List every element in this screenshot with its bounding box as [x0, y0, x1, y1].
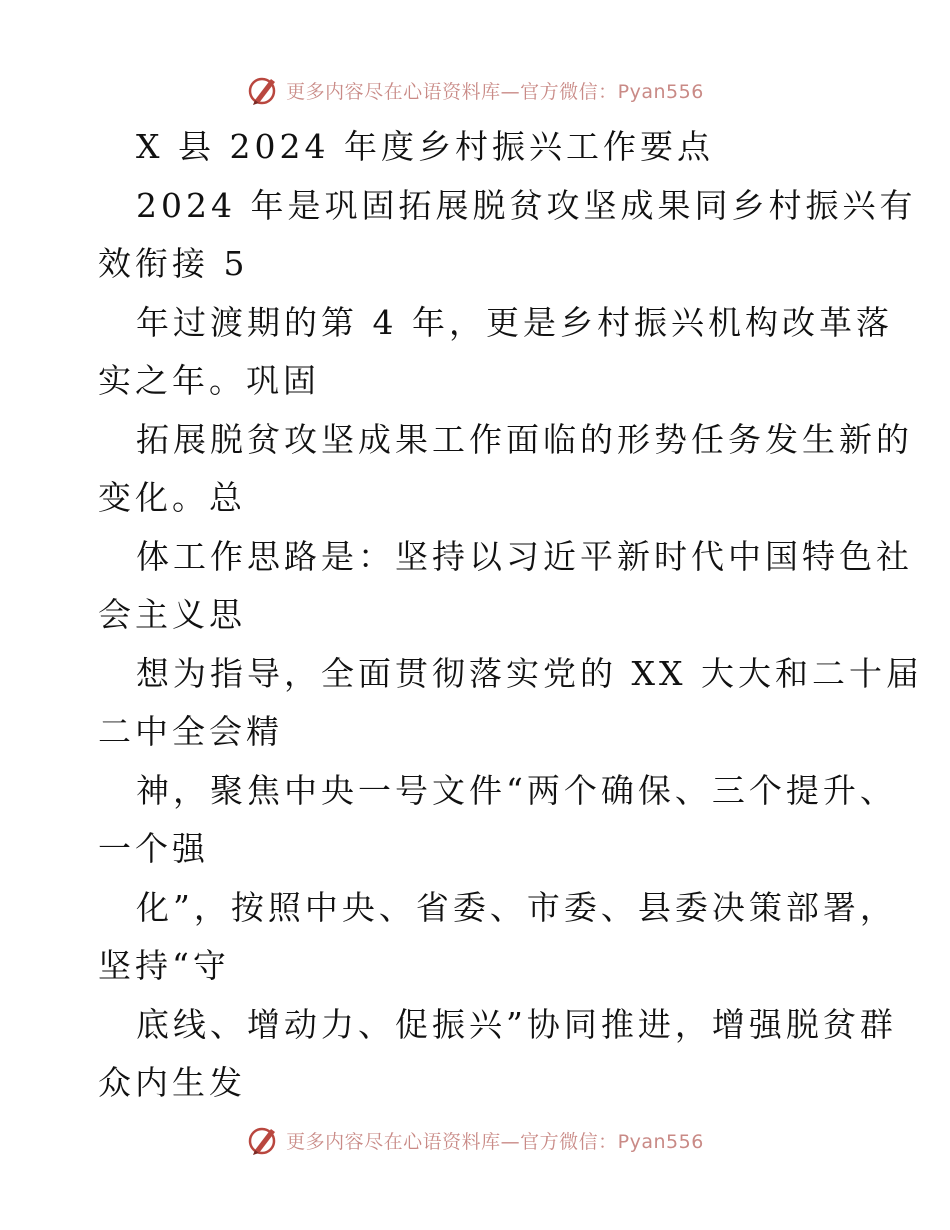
paragraph-line: 化”，按照中央、省委、市委、县委决策部署， [136, 887, 897, 927]
paragraph-line: 神，聚焦中央一号文件“两个确保、三个提升、 [136, 770, 897, 810]
paragraph-line: 实之年。巩固 [98, 361, 320, 400]
paragraph-line: 底线、增动力、促振兴”协同推进，增强脱贫群 [136, 1004, 897, 1044]
watermark-text: 更多内容尽在心语资料库—官方微信：Pyan556 [286, 1130, 704, 1153]
paragraph-line: 效衔接 5 [98, 244, 249, 283]
paragraph-line: 2024 年是巩固拓展脱贫攻坚成果同乡村振兴有 [136, 185, 917, 225]
document-body [98, 118, 923, 1113]
paragraph-line: 变化。总 [98, 478, 246, 517]
paragraph-line: 二中全会精 [98, 712, 283, 751]
pen-in-circle-icon [246, 1123, 280, 1157]
footer-watermark [0, 1120, 950, 1160]
paragraph-line: 一个强 [98, 829, 209, 868]
paragraph-line: 拓展脱贫攻坚成果工作面临的形势任务发生新的 [136, 419, 913, 459]
paragraph-line: 想为指导，全面贯彻落实党的 XX 大大和二十届 [136, 653, 923, 693]
paragraph-line: 众内生发 [98, 1063, 246, 1102]
pen-in-circle-icon [246, 73, 280, 107]
paragraph-line: 坚持“守 [98, 946, 230, 985]
paragraph-line: 会主义思 [98, 595, 246, 634]
header-watermark [0, 70, 950, 110]
paragraph-line: 体工作思路是：坚持以习近平新时代中国特色社 [136, 536, 913, 576]
watermark-text: 更多内容尽在心语资料库—官方微信：Pyan556 [286, 80, 704, 103]
paragraph-line: 年过渡期的第 4 年，更是乡村振兴机构改革落 [136, 302, 893, 342]
document-title: X 县 2024 年度乡村振兴工作要点 [136, 127, 714, 166]
